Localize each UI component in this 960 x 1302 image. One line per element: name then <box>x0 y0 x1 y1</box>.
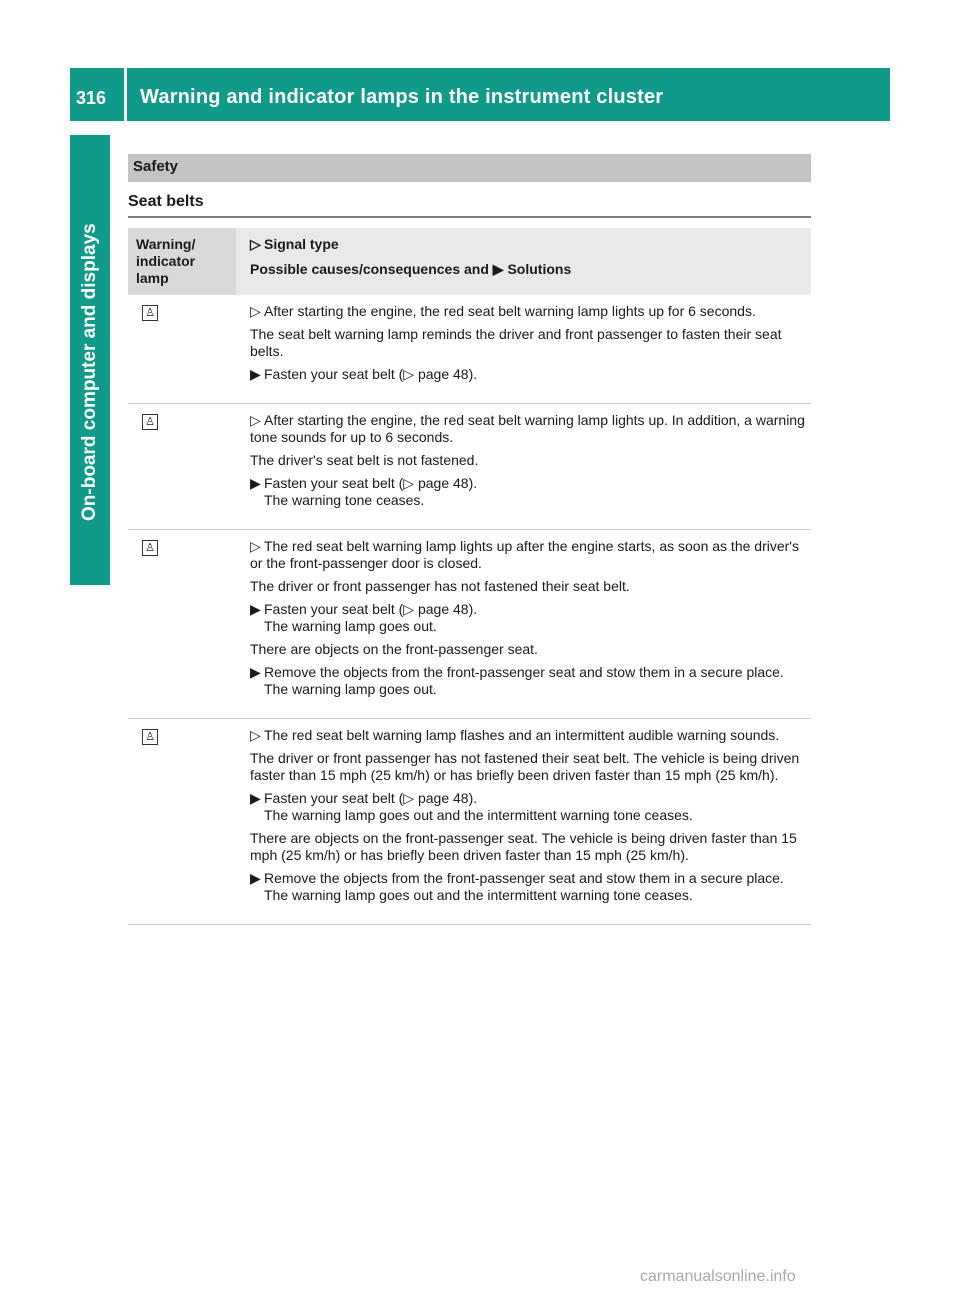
side-tab-label: On-board computer and displays <box>79 223 100 521</box>
page-ref-icon: ▷ <box>403 475 415 491</box>
solution-step: ▶ Remove the objects from the front-passenger seat and stow them in a secure place. The warning lamp goes out. <box>250 664 784 697</box>
cause-text: The driver or front passenger has not fastened their seat belt. The vehicle is being driven faster than 15 mph (25 km/h) or has briefly been driven faster than 15 mph (25 km/h). <box>250 750 800 783</box>
solution-step: ▶ Fasten your seat belt (▷ page 48). The warning tone ceases. <box>250 475 478 508</box>
page-ref-link[interactable]: page 48). <box>417 601 478 617</box>
seat-belt-icon: ♙ <box>142 414 158 430</box>
cause-text: The seat belt warning lamp reminds the driver and front passenger to fasten their seat belts. <box>250 326 782 359</box>
step-arrow-icon: ▶ <box>250 790 261 806</box>
page-ref-link[interactable]: page 48). <box>417 366 478 382</box>
signal-text: The red seat belt warning lamp lights up after the engine starts, as soon as the driver's or the front-passenger door is closed. <box>250 538 799 571</box>
step-arrow-icon: ▶ <box>250 475 261 491</box>
cause-text: The driver or front passenger has not fastened their seat belt. <box>250 578 630 594</box>
subsection-rule <box>128 216 811 218</box>
signal-text: The red seat belt warning lamp flashes and an intermittent audible warning sounds. <box>264 727 780 743</box>
seat-belt-icon: ♙ <box>142 305 158 321</box>
warning-lamp-table <box>128 228 811 925</box>
subsection-title: Seat belts <box>128 193 204 210</box>
solution-step: ▶ Fasten your seat belt (▷ page 48). <box>250 366 478 382</box>
step-result: The warning tone ceases. <box>264 492 425 508</box>
column-header-signal <box>236 228 811 295</box>
signal-icon: ▷ <box>250 727 261 743</box>
footer-watermark: carmanualsonline.info <box>640 1268 796 1285</box>
table-row <box>128 295 811 404</box>
section-title: Safety <box>133 158 179 175</box>
column-header-lamp: Warning/ indicator lamp <box>128 228 236 295</box>
header-separator <box>124 68 127 121</box>
solutions-label: Solutions <box>507 261 572 277</box>
signal-icon: ▷ <box>250 412 261 428</box>
signal-text: After starting the engine, the red seat belt warning lamp lights up for 6 seconds. <box>264 303 756 319</box>
signal-text: After starting the engine, the red seat belt warning lamp lights up. In addition, a warning tone sounds for up to 6 seconds. <box>250 412 805 445</box>
step-result: The warning lamp goes out and the intermittent warning tone ceases. <box>264 887 693 903</box>
page-ref-icon: ▷ <box>403 366 415 382</box>
page-ref-icon: ▷ <box>403 790 415 806</box>
step-result: The warning lamp goes out. <box>264 681 437 697</box>
signal-type-label: Signal type <box>264 236 339 252</box>
page-title: Warning and indicator lamps in the instrument cluster <box>140 86 664 108</box>
signal-icon: ▷ <box>250 538 261 554</box>
solution-step: ▶ Fasten your seat belt (▷ page 48). The warning lamp goes out and the intermittent warning tone ceases. <box>250 790 693 823</box>
solution-step: ▶ Remove the objects from the front-passenger seat and stow them in a secure place. The warning lamp goes out and the intermittent warning tone ceases. <box>250 870 784 903</box>
page-ref-link[interactable]: page 48). <box>417 475 478 491</box>
step-result: The warning lamp goes out and the intermittent warning tone ceases. <box>264 807 693 823</box>
step-arrow-icon: ▶ <box>250 366 261 382</box>
cause-text: There are objects on the front-passenger seat. <box>250 641 538 657</box>
solution-arrow-icon: ▶ <box>492 261 504 277</box>
causes-label: Possible causes/consequences and <box>250 261 489 277</box>
step-arrow-icon: ▶ <box>250 870 261 886</box>
page-number: 316 <box>76 88 107 108</box>
side-tab-marker <box>70 525 110 585</box>
table-row <box>128 530 811 719</box>
page-ref-link[interactable]: page 48). <box>417 790 478 806</box>
page-ref-icon: ▷ <box>403 601 415 617</box>
signal-icon: ▷ <box>250 303 261 319</box>
step-arrow-icon: ▶ <box>250 601 261 617</box>
solution-step: ▶ Fasten your seat belt (▷ page 48). The warning lamp goes out. <box>250 601 478 634</box>
table-header-row <box>128 228 811 295</box>
step-arrow-icon: ▶ <box>250 664 261 680</box>
seat-belt-icon: ♙ <box>142 729 158 745</box>
step-result: The warning lamp goes out. <box>264 618 437 634</box>
signal-type-icon: ▷ <box>250 236 261 252</box>
seat-belt-icon: ♙ <box>142 540 158 556</box>
cause-text: There are objects on the front-passenger seat. The vehicle is being driven faster than 15 mph (25 km/h) or has briefly been driven faster than 15 mph (25 km/h). <box>250 830 797 863</box>
table-row <box>128 719 811 925</box>
cause-text: The driver's seat belt is not fastened. <box>250 452 479 468</box>
section-bar <box>128 154 811 182</box>
table-row <box>128 404 811 530</box>
